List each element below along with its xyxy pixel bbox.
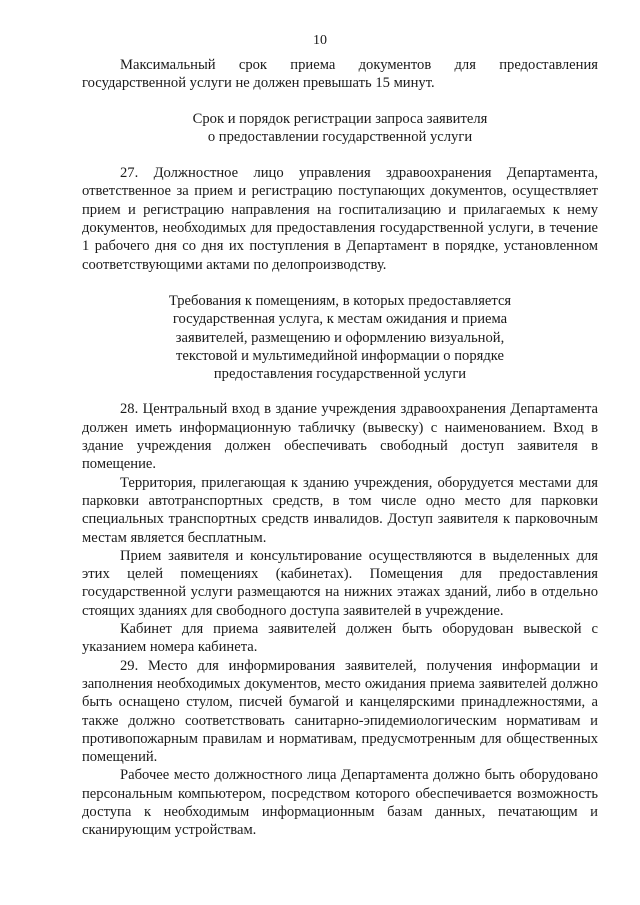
page-content bbox=[82, 56, 598, 840]
heading-line: Требования к помещениям, в которых предоставляется bbox=[168, 292, 512, 309]
paragraph-29: 29. Место для информирования заявителей, получения информации и заполнения необходимых документов, место ожидания приема заявителей должно быть оснащено стулом, писчей бумагой и канцелярскими принадлежностями, а также должно соответствовать санитарно-эпидемиологическим нормативам и противопожарным правилам и нормативам, предусмотренным для общественных помещений. bbox=[82, 657, 598, 766]
heading-line: государственная услуга, к местам ожидания и приема bbox=[172, 311, 508, 328]
section-heading-premises bbox=[82, 292, 598, 383]
heading-line: предоставления государственной услуги bbox=[213, 366, 467, 383]
heading-line: о предоставлении государственной услуги bbox=[207, 128, 473, 145]
paragraph-workplace: Рабочее место должностного лица Департамента должно быть оборудовано персональным компьютером, посредством которого обеспечивается возможность доступа к необходимым информационным базам данных, печатающим и сканирующим устройствам. bbox=[82, 767, 598, 839]
paragraph-territory: Территория, прилегающая к зданию учреждения, оборудуется местами для парковки автотранспортных средств, в том числе одно место для парковки специальных транспортных средств инвалидов. Доступ заявителя к парковочным местам является бесплатным. bbox=[82, 474, 598, 546]
heading-line: заявителей, размещению и оформлению визуальной, bbox=[175, 329, 505, 346]
paragraph-reception: Прием заявителя и консультирование осуществляются в выделенных для этих целей помещениях (кабинетах). Помещения для предоставления государственной услуги размещаются на нижних этажах зданий, либо в отдельно стоящих зданиях для свободного доступа заявителей в учреждение. bbox=[82, 547, 598, 619]
paragraph-28: 28. Центральный вход в здание учреждения здравоохранения Департамента должен иметь информационную табличку (вывеску) с наименованием. Вход в здание учреждения должен обеспечивать свободный доступ заявителя в помещение. bbox=[82, 401, 598, 473]
paragraph-cabinet: Кабинет для приема заявителей должен быть оборудован вывеской с указанием номера кабинета. bbox=[82, 621, 598, 656]
section-heading-registration bbox=[82, 110, 598, 147]
heading-line: Срок и порядок регистрации запроса заявителя bbox=[192, 110, 488, 127]
page-number: 10 bbox=[313, 33, 327, 48]
paragraph-max-time: Максимальный срок приема документов для предоставления государственной услуги не должен превышать 15 минут. bbox=[82, 57, 598, 92]
heading-line: текстовой и мультимедийной информации о порядке bbox=[176, 347, 504, 364]
paragraph-27: 27. Должностное лицо управления здравоохранения Департамента, ответственное за прием и регистрацию поступающих документов, осуществляет прием и регистрацию направления на госпитализацию и прилагаемых к нему документов, необходимых для предоставления государственной услуги, в течение 1 рабочего дня со дня их поступления в Департамент в порядке, установленном соответствующими актами по делопроизводству. bbox=[82, 165, 598, 273]
